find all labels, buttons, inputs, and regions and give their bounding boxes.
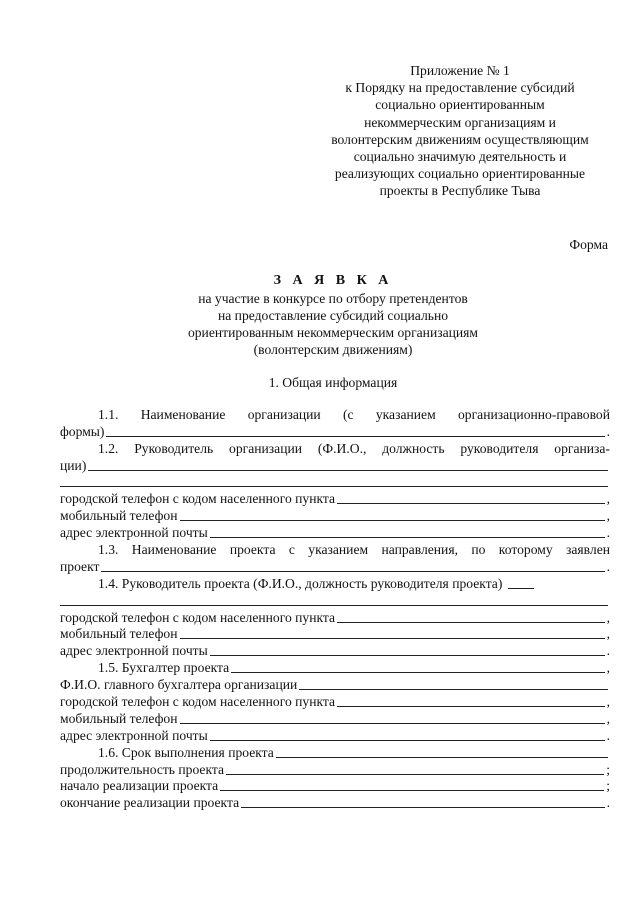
- project-head-blank-2[interactable]: [60, 604, 608, 606]
- appendix-line: Приложение № 1: [410, 63, 510, 78]
- label-1-2: 1.2. Руководитель организации (Ф.И.О., должность руководителя организа-: [98, 440, 610, 456]
- start-blank[interactable]: [220, 789, 604, 791]
- application-form: [60, 406, 610, 811]
- appendix-line: социально ориентированным: [375, 97, 545, 113]
- field-duration[interactable]: продолжительность проекта ;: [60, 761, 610, 777]
- field-chief-accountant[interactable]: Ф.И.О. главного бухгалтера организации: [60, 676, 610, 693]
- appendix-line: социально значимую деятельность и: [353, 149, 567, 165]
- title-main: З А Я В К А: [273, 273, 393, 288]
- project-email-blank[interactable]: [210, 654, 605, 656]
- project-term-blank[interactable]: [276, 756, 608, 758]
- appendix-header: [300, 62, 620, 200]
- field-org-head[interactable]: ции): [60, 457, 610, 474]
- acc-city-phone-blank[interactable]: [337, 705, 605, 707]
- acc-mobile-blank[interactable]: [180, 722, 605, 724]
- org-mobile-blank[interactable]: [180, 519, 605, 521]
- accountant-blank[interactable]: [231, 671, 604, 673]
- project-mobile-blank[interactable]: [180, 637, 605, 639]
- org-email-blank[interactable]: [210, 536, 605, 538]
- end-blank[interactable]: [241, 806, 604, 808]
- label-1-1: 1.1. Наименование организации (с указанием организационно-правовой: [98, 406, 610, 422]
- form-label: Форма: [569, 237, 608, 252]
- org-head-blank-2[interactable]: [60, 485, 608, 487]
- field-project-mobile[interactable]: мобильный телефон ,: [60, 626, 610, 642]
- field-project-term[interactable]: [60, 744, 610, 761]
- label-1-5: 1.5. Бухгалтер проекта: [98, 660, 230, 676]
- field-1-3-label: [60, 541, 610, 558]
- org-name-blank[interactable]: [106, 435, 604, 437]
- label-1-3: 1.3. Наименование проекта с указанием направления, по которому заявлен: [98, 542, 610, 558]
- appendix-line: волонтерским движениям осуществляющим: [331, 131, 589, 147]
- project-head-blank[interactable]: [508, 587, 534, 589]
- field-project-head[interactable]: [60, 575, 610, 592]
- org-city-phone-blank[interactable]: [337, 502, 605, 504]
- field-org-name[interactable]: формы) .: [60, 423, 610, 439]
- title-line: ориентированным некоммерческим организациям: [187, 325, 479, 340]
- field-1-1-label: [60, 406, 610, 423]
- project-name-blank[interactable]: [101, 570, 604, 572]
- section-heading: 1. Общая информация: [268, 375, 398, 390]
- appendix-line: к Порядку на предоставление субсидий: [345, 80, 575, 96]
- field-org-email[interactable]: адрес электронной почты .: [60, 525, 610, 541]
- title-line: на участие в конкурсе по отбору претендентов: [198, 291, 468, 306]
- field-end[interactable]: окончание реализации проекта .: [60, 795, 610, 811]
- chief-accountant-blank[interactable]: [299, 688, 608, 690]
- appendix-line: некоммерческим организациям и: [364, 114, 556, 130]
- field-org-city-phone[interactable]: городской телефон с кодом населенного пункта ,: [60, 491, 610, 507]
- org-head-blank[interactable]: [88, 469, 608, 471]
- field-project-name[interactable]: проект .: [60, 558, 610, 574]
- duration-blank[interactable]: [226, 773, 604, 775]
- field-project-head-cont[interactable]: [60, 592, 610, 609]
- field-org-head-cont[interactable]: [60, 474, 610, 491]
- field-project-city-phone[interactable]: городской телефон с кодом населенного пункта ,: [60, 609, 610, 625]
- label-1-6: 1.6. Срок выполнения проекта: [98, 744, 274, 760]
- appendix-line: реализующих социально ориентированные: [334, 166, 586, 182]
- label-1-4: 1.4. Руководитель проекта (Ф.И.О., должность руководителя проекта): [98, 575, 503, 591]
- field-accountant[interactable]: 1.5. Бухгалтер проекта ,: [98, 660, 610, 676]
- field-org-mobile[interactable]: мобильный телефон ,: [60, 508, 610, 524]
- acc-email-blank[interactable]: [210, 739, 605, 741]
- field-1-2-label: [60, 440, 610, 457]
- project-city-phone-blank[interactable]: [337, 621, 605, 623]
- field-start[interactable]: начало реализации проекта ;: [60, 778, 610, 794]
- title-line: (волонтерским движениям): [253, 342, 413, 357]
- field-project-email[interactable]: адрес электронной почты .: [60, 643, 610, 659]
- document-title: [60, 272, 606, 358]
- title-line: на предоставление субсидий социально: [217, 308, 449, 323]
- appendix-line: проекты в Республике Тыва: [379, 183, 541, 199]
- field-acc-email[interactable]: адрес электронной почты .: [60, 727, 610, 743]
- field-acc-mobile[interactable]: мобильный телефон ,: [60, 710, 610, 726]
- field-acc-city-phone[interactable]: городской телефон с кодом населенного пункта ,: [60, 694, 610, 710]
